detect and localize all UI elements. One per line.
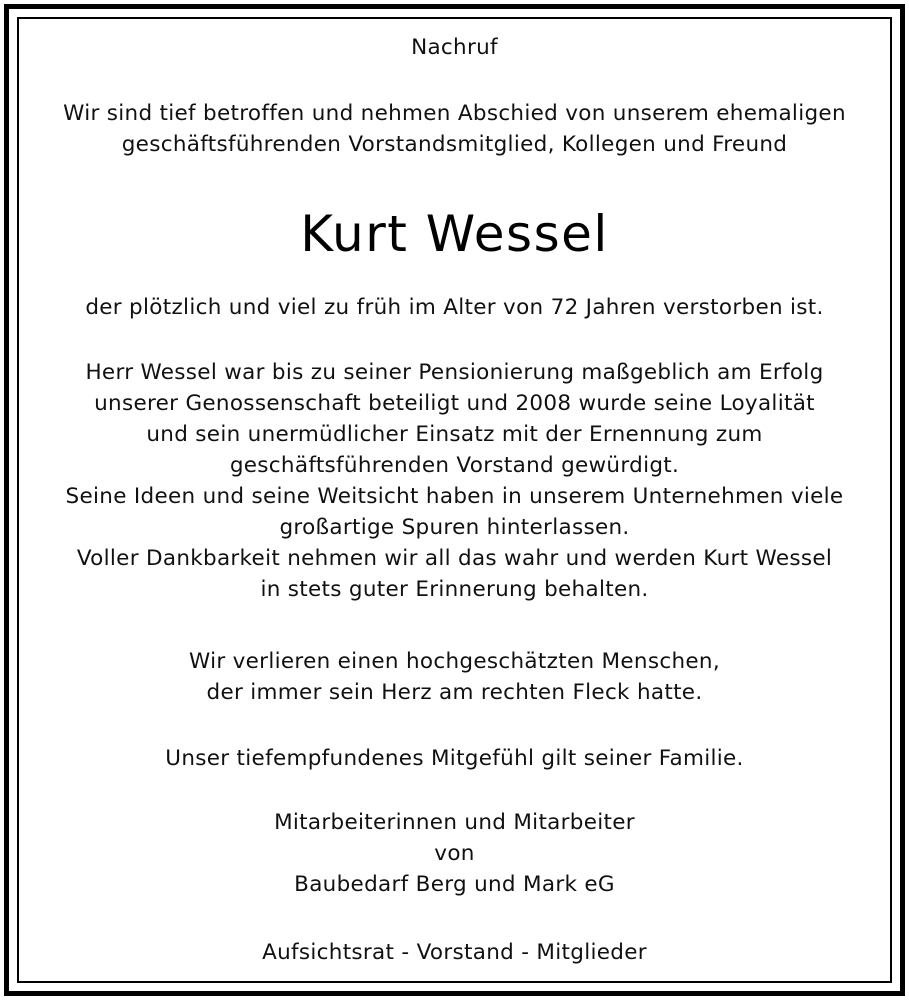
tribute-line: Seine Ideen und seine Weitsicht haben in unserem Unternehmen viele bbox=[65, 484, 844, 509]
death-statement bbox=[19, 292, 890, 323]
obituary-notice bbox=[19, 19, 890, 981]
signature-block bbox=[19, 807, 890, 900]
tribute-line: unserer Genossenschaft beteiligt und 2008 wurde seine Loyalität bbox=[94, 391, 815, 416]
closing-paragraph bbox=[19, 646, 890, 708]
company-name: Baubedarf Berg und Mark eG bbox=[294, 872, 615, 897]
death-line: der plötzlich und viel zu früh im Alter von 72 Jahren verstorben ist. bbox=[85, 295, 824, 320]
signature-line: Mitarbeiterinnen und Mitarbeiter bbox=[274, 810, 635, 835]
condolence-line: Unser tiefempfundenes Mitgefühl gilt seiner Familie. bbox=[165, 746, 744, 771]
deceased-name bbox=[19, 202, 890, 266]
deceased-name-text: Kurt Wessel bbox=[300, 205, 609, 263]
board-line bbox=[19, 937, 890, 968]
intro-paragraph bbox=[19, 98, 890, 160]
closing-line: Wir verlieren einen hochgeschätzten Menschen, bbox=[189, 649, 720, 674]
heading-text: Nachruf bbox=[411, 35, 498, 60]
board-text: Aufsichtsrat - Vorstand - Mitglieder bbox=[262, 940, 647, 965]
condolence-statement bbox=[19, 743, 890, 774]
closing-line: der immer sein Herz am rechten Fleck hatte. bbox=[206, 680, 703, 705]
tribute-line: Voller Dankbarkeit nehmen wir all das wahr und werden Kurt Wessel bbox=[76, 546, 833, 571]
signature-line: von bbox=[434, 841, 475, 866]
tribute-line: geschäftsführenden Vorstand gewürdigt. bbox=[229, 453, 680, 478]
tribute-line: und sein unermüdlicher Einsatz mit der Ernennung zum bbox=[146, 422, 763, 447]
tribute-line: großartige Spuren hinterlassen. bbox=[279, 515, 630, 540]
intro-line: geschäftsführenden Vorstandsmitglied, Kollegen und Freund bbox=[121, 132, 788, 157]
tribute-paragraph bbox=[19, 357, 890, 605]
tribute-line: Herr Wessel war bis zu seiner Pensionierung maßgeblich am Erfolg bbox=[85, 360, 824, 385]
notice-heading bbox=[19, 32, 890, 63]
intro-line: Wir sind tief betroffen und nehmen Abschied von unserem ehemaligen bbox=[63, 101, 846, 126]
tribute-line: in stets guter Erinnerung behalten. bbox=[260, 577, 649, 602]
